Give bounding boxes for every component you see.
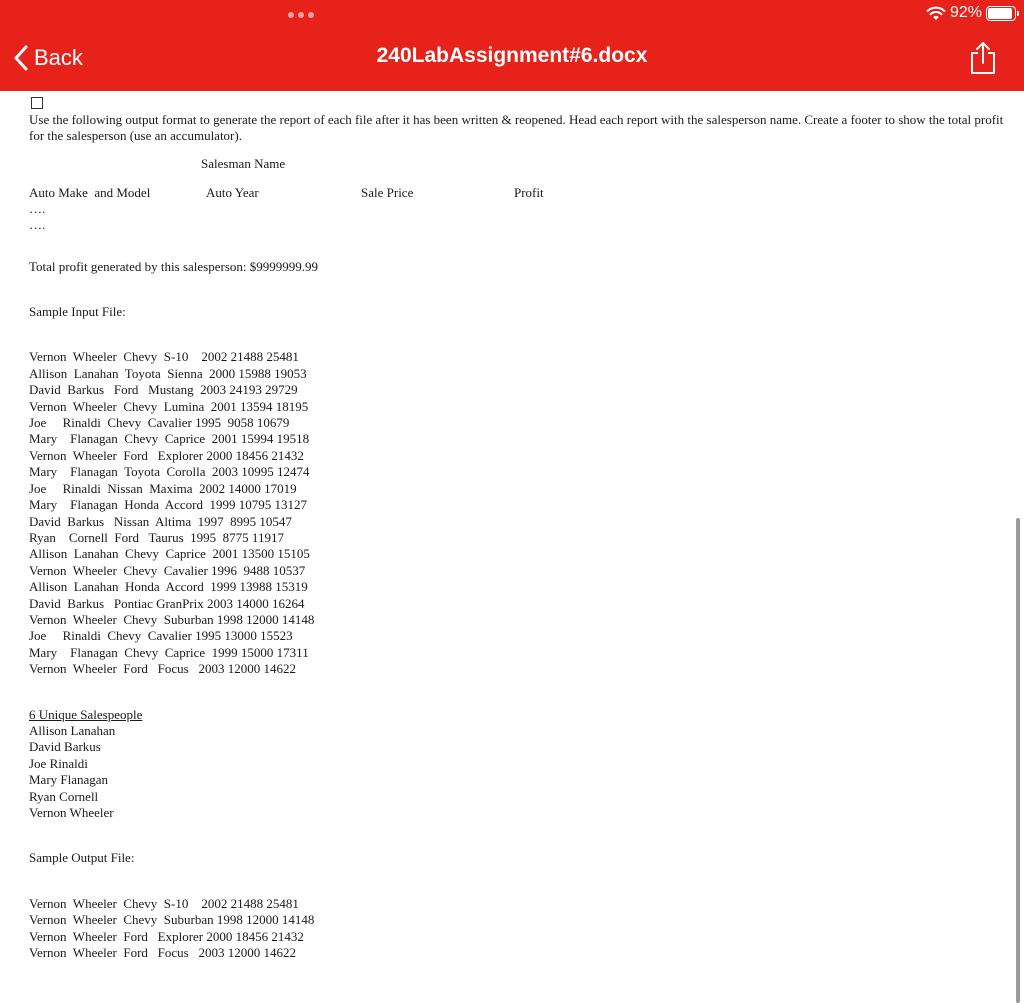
sample-input-heading: Sample Input File: xyxy=(29,304,126,320)
vertical-scrollbar[interactable] xyxy=(1016,518,1020,1003)
input-line: Mary Flanagan Chevy Caprice 2001 15994 19518 xyxy=(29,431,310,447)
output-line: Vernon Wheeler Chevy Suburban 1998 12000 14148 xyxy=(29,912,315,928)
battery-percent: 92% xyxy=(949,4,982,21)
unique-salespeople-list xyxy=(29,723,1014,821)
sample-input-list xyxy=(29,349,1014,677)
input-line: Mary Flanagan Honda Accord 1999 10795 13127 xyxy=(29,497,308,513)
app-header xyxy=(0,0,1024,91)
input-line: Allison Lanahan Honda Accord 1999 13988 15319 xyxy=(29,579,308,595)
input-line: David Barkus Ford Mustang 2003 24193 29729 xyxy=(29,382,298,398)
input-line: Vernon Wheeler Chevy Lumina 2001 13594 18195 xyxy=(29,398,309,414)
col-profit: Profit xyxy=(514,184,544,200)
col-sale-price: Sale Price xyxy=(361,184,414,200)
instructions-paragraph: Use the following output format to generate the report of each file after it has been written & reopened. Head each report with the salesperson name. Create a footer to show the total profit for the salesperson (use an accumulator). xyxy=(29,112,1004,144)
document-title: 240LabAssignment#6.docx xyxy=(376,44,648,67)
list-item: David Barkus xyxy=(29,739,101,755)
input-line: Allison Lanahan Chevy Caprice 2001 13500 15105 xyxy=(29,546,310,562)
column-headers xyxy=(29,185,1014,201)
back-label: Back xyxy=(34,45,83,70)
col-make-model: Auto Make and Model xyxy=(29,184,151,200)
sample-output-list xyxy=(29,896,1014,962)
unique-salespeople-heading: 6 Unique Salespeople xyxy=(29,706,143,722)
multitasking-dots[interactable] xyxy=(288,10,318,20)
document-body xyxy=(29,96,1014,961)
input-line: Joe Rinaldi Chevy Cavalier 1995 13000 15523 xyxy=(29,628,293,644)
list-item: Vernon Wheeler xyxy=(29,805,114,820)
share-icon[interactable] xyxy=(968,41,998,75)
input-line: Joe Rinaldi Chevy Cavalier 1995 9058 10679 xyxy=(29,415,290,431)
sample-output-heading: Sample Output File: xyxy=(29,850,135,866)
list-item: Ryan Cornell xyxy=(29,788,99,804)
input-line: David Barkus Nissan Altima 1997 8995 10547 xyxy=(29,513,292,529)
input-line: Mary Flanagan Toyota Corolla 2003 10995 12474 xyxy=(29,464,310,480)
ellipsis-line: …. xyxy=(29,217,46,233)
input-line: Ryan Cornell Ford Taurus 1995 8775 11917 xyxy=(29,529,284,545)
list-item: Mary Flanagan xyxy=(29,772,109,788)
input-line: Vernon Wheeler Chevy Cavalier 1996 9488 10537 xyxy=(29,562,306,578)
battery-icon xyxy=(986,6,1016,21)
output-line: Vernon Wheeler Ford Explorer 2000 18456 21432 xyxy=(29,928,304,944)
wifi-icon xyxy=(926,5,946,21)
status-bar xyxy=(926,3,1016,23)
input-line: Vernon Wheeler Ford Explorer 2000 18456 21432 xyxy=(29,447,304,463)
report-header: Salesman Name xyxy=(201,155,286,171)
output-line: Vernon Wheeler Chevy S-10 2002 21488 25481 xyxy=(29,895,299,911)
input-line: Mary Flanagan Chevy Caprice 1999 15000 17311 xyxy=(29,644,309,660)
ellipsis-line: …. xyxy=(29,200,46,216)
list-item: Joe Rinaldi xyxy=(29,755,88,771)
output-line: Vernon Wheeler Ford Focus 2003 12000 14622 xyxy=(29,945,296,961)
input-line: Vernon Wheeler Chevy Suburban 1998 12000 14148 xyxy=(29,611,315,627)
col-year: Auto Year xyxy=(206,184,259,200)
total-profit-footer: Total profit generated by this salesperson: $9999999.99 xyxy=(29,258,319,274)
input-line: Vernon Wheeler Ford Focus 2003 12000 14622 xyxy=(29,661,296,677)
input-line: Vernon Wheeler Chevy S-10 2002 21488 25481 xyxy=(29,349,299,365)
report-header-row xyxy=(29,156,1014,172)
input-line: David Barkus Pontiac GranPrix 2003 14000 16264 xyxy=(29,595,305,611)
input-line: Allison Lanahan Toyota Sienna 2000 15988 19053 xyxy=(29,365,307,381)
list-item: Allison Lanahan xyxy=(29,722,116,738)
input-line: Joe Rinaldi Nissan Maxima 2002 14000 17019 xyxy=(29,480,297,496)
